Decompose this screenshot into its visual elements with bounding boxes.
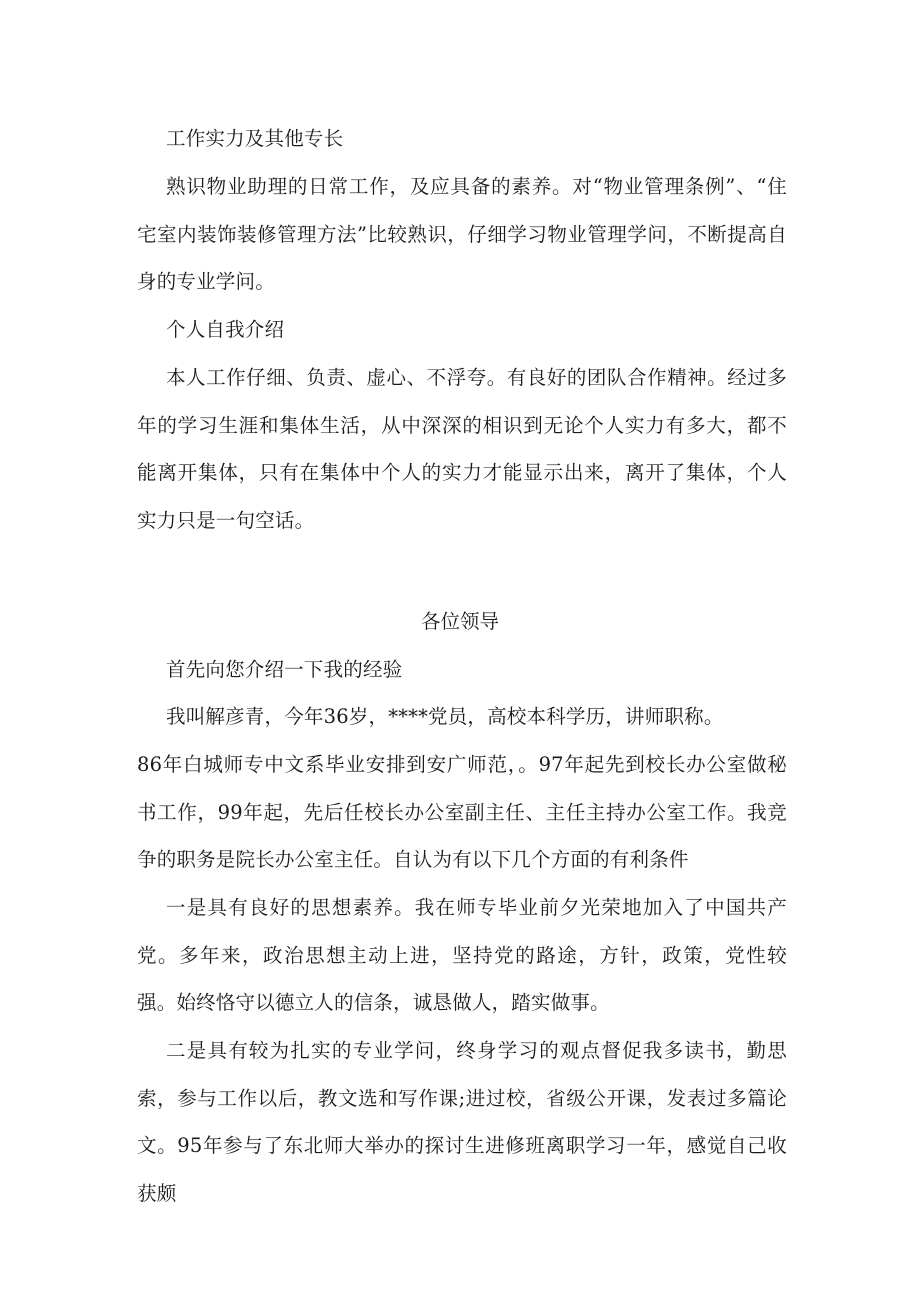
paragraph-expertise: 二是具有较为扎实的专业学问，终身学习的观点督促我多读书，勤思索，参与工作以后，教文选和写作课;进过校，省级公开课，发表过多篇论文。95年参与了东北师大举办的探讨生进修班离职学习一年，感觉自己收获颇 (137, 1039, 787, 1205)
speech-greeting: 各位领导 (420, 610, 499, 633)
paragraph-self-intro: 本人工作仔细、负责、虚心、不浮夸。有良好的团队合作精神。经过多年的学习生涯和集体生活，从中深深的相识到无论个人实力有多大，都不能离开集体，只有在集体中个人的实力才能显示出来，离开了集体，个人实力只是一句空话。 (137, 366, 787, 532)
section-heading-skills: 工作实力及其他专长 (166, 127, 344, 150)
paragraph-skills: 熟识物业助理的日常工作，及应具备的素养。对“物业管理条例”、“住宅室内装饰装修管理方法”比较熟识，仔细学习物业管理学问，不断提高自身的专业学问。 (137, 175, 787, 293)
paragraph-personal-info: 我叫解彦青，今年36岁，****党员，高校本科学历，讲师职称。 (166, 705, 724, 728)
paragraph-ideology: 一是具有良好的思想素养。我在师专毕业前夕光荣地加入了中国共产党。多年来，政治思想主动上进，坚持党的路途，方针，政策，党性较强。始终恪守以德立人的信条，诚恳做人，踏实做事。 (137, 896, 787, 1014)
section-heading-self-intro: 个人自我介绍 (166, 318, 285, 341)
paragraph-career: 86年白城师专中文系毕业安排到安广师范，。97年起先到校长办公室做秘书工作，99年起，先后任校长办公室副主任、主任主持办公室工作。我竞争的职务是院长办公室主任。自认为有以下几个方面的有利条件 (137, 753, 787, 871)
speech-intro: 首先向您介绍一下我的经验 (166, 658, 403, 681)
